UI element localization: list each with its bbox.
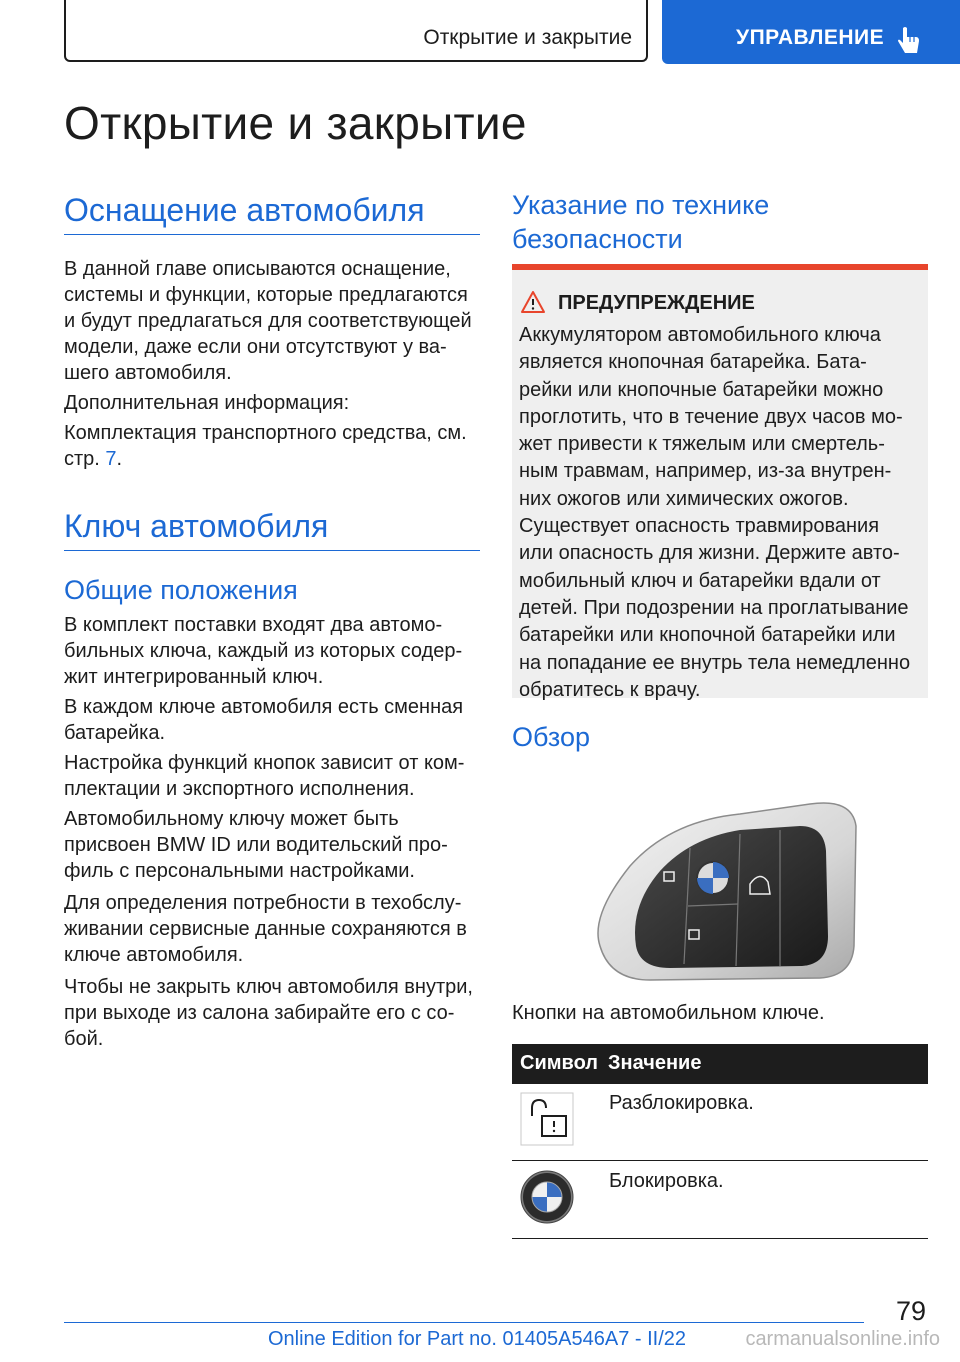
footer-edition: Online Edition for Part no. 01405A546A7 - II/22 <box>267 1328 686 1350</box>
header-section-label: Открытие и закрытие <box>423 26 632 49</box>
column-header-symbol: Символ <box>520 1052 598 1074</box>
heading-vehicle-key: Ключ автомобиля <box>64 508 329 544</box>
equipment-paragraph-1: В данной главе описываются оснащение, системы и функции, которые предлагаются и будут предлагаться для соответствующей модели, даже если они отсутствуют у ва‐ шего автомобиля. <box>64 258 472 384</box>
table-row-divider <box>512 1160 928 1161</box>
key-paragraph: Чтобы не закрыть ключ автомобиля внутри, при выходе из салона забирайте его с со‐ бой. <box>64 976 473 1050</box>
heading-rule <box>64 550 480 551</box>
watermark: carmanualsonline.info <box>745 1328 940 1350</box>
key-paragraph: Автомобильному ключу может быть присвоен BMW ID или водительский про‐ филь с персональными настройками. <box>64 808 448 882</box>
warning-triangle-icon <box>520 290 546 314</box>
key-fob-illustration <box>590 796 862 982</box>
table-row-divider <box>512 1238 928 1239</box>
heading-general: Общие положения <box>64 575 298 605</box>
heading-equipment: Оснащение автомобиля <box>64 192 425 228</box>
key-paragraph: В каждом ключе автомобиля есть сменная батарейка. <box>64 696 464 744</box>
key-paragraph: Настройка функций кнопок зависит от ком‐ плектации и экспортного исполнения. <box>64 752 465 800</box>
warning-text: Аккумулятором автомобильного ключа является кнопочная батарейка. Бата‐ рейки или кнопочные батарейки можно проглотить, что в течение двух часов мо‐ жет привести к тяжелым или смертель‐ ным травмам, например, из-за внутрен‐ них ожогов или химических ожогов. Существует опасность травмирования или опасность для жизни. Держите авто‐ мобильный ключ и батарейки вдали от детей. При подозрении на проглатывание батарейки или кнопочной батарейки или на попадание ее внутрь тела немедленно обратитесь к врачу. <box>519 324 911 701</box>
column-header-meaning: Значение <box>608 1052 702 1074</box>
key-paragraph: В комплект поставки входят два автомо‐ бильных ключа, каждый из которых содер‐ жит интегрированный ключ. <box>64 614 463 688</box>
hand-pointer-icon <box>896 26 922 56</box>
symbol-table-header <box>512 1044 928 1084</box>
table-row-meaning: Разблокировка. <box>609 1092 754 1114</box>
equipment-paragraph-2: Дополнительная информация: <box>64 392 350 414</box>
page-reference-link[interactable]: 7 <box>105 448 117 470</box>
bmw-logo-icon <box>520 1170 574 1224</box>
key-caption: Кнопки на автомобильном ключе. <box>512 1002 825 1024</box>
heading-safety-note: Указание по технике безопасности <box>512 190 770 254</box>
table-row-meaning: Блокировка. <box>609 1170 724 1192</box>
footer-rule <box>64 1322 864 1323</box>
unlock-icon <box>520 1092 574 1146</box>
key-paragraph: Для определения потребности в техобслу‐ живании сервисные данные сохраняются в ключе автомобиля. <box>64 892 467 966</box>
warning-label: ПРЕДУПРЕЖДЕНИЕ <box>558 292 755 314</box>
heading-rule <box>64 234 480 235</box>
equipment-paragraph-3: Комплектация транспортного средства, см. стр. 7. <box>64 422 467 470</box>
page-title: Открытие и закрытие <box>64 97 527 149</box>
page-number: 79 <box>895 1296 926 1326</box>
heading-overview: Обзор <box>512 722 590 752</box>
header-section-tab <box>64 0 648 62</box>
header-chapter-label: УПРАВЛЕНИЕ <box>736 26 885 49</box>
